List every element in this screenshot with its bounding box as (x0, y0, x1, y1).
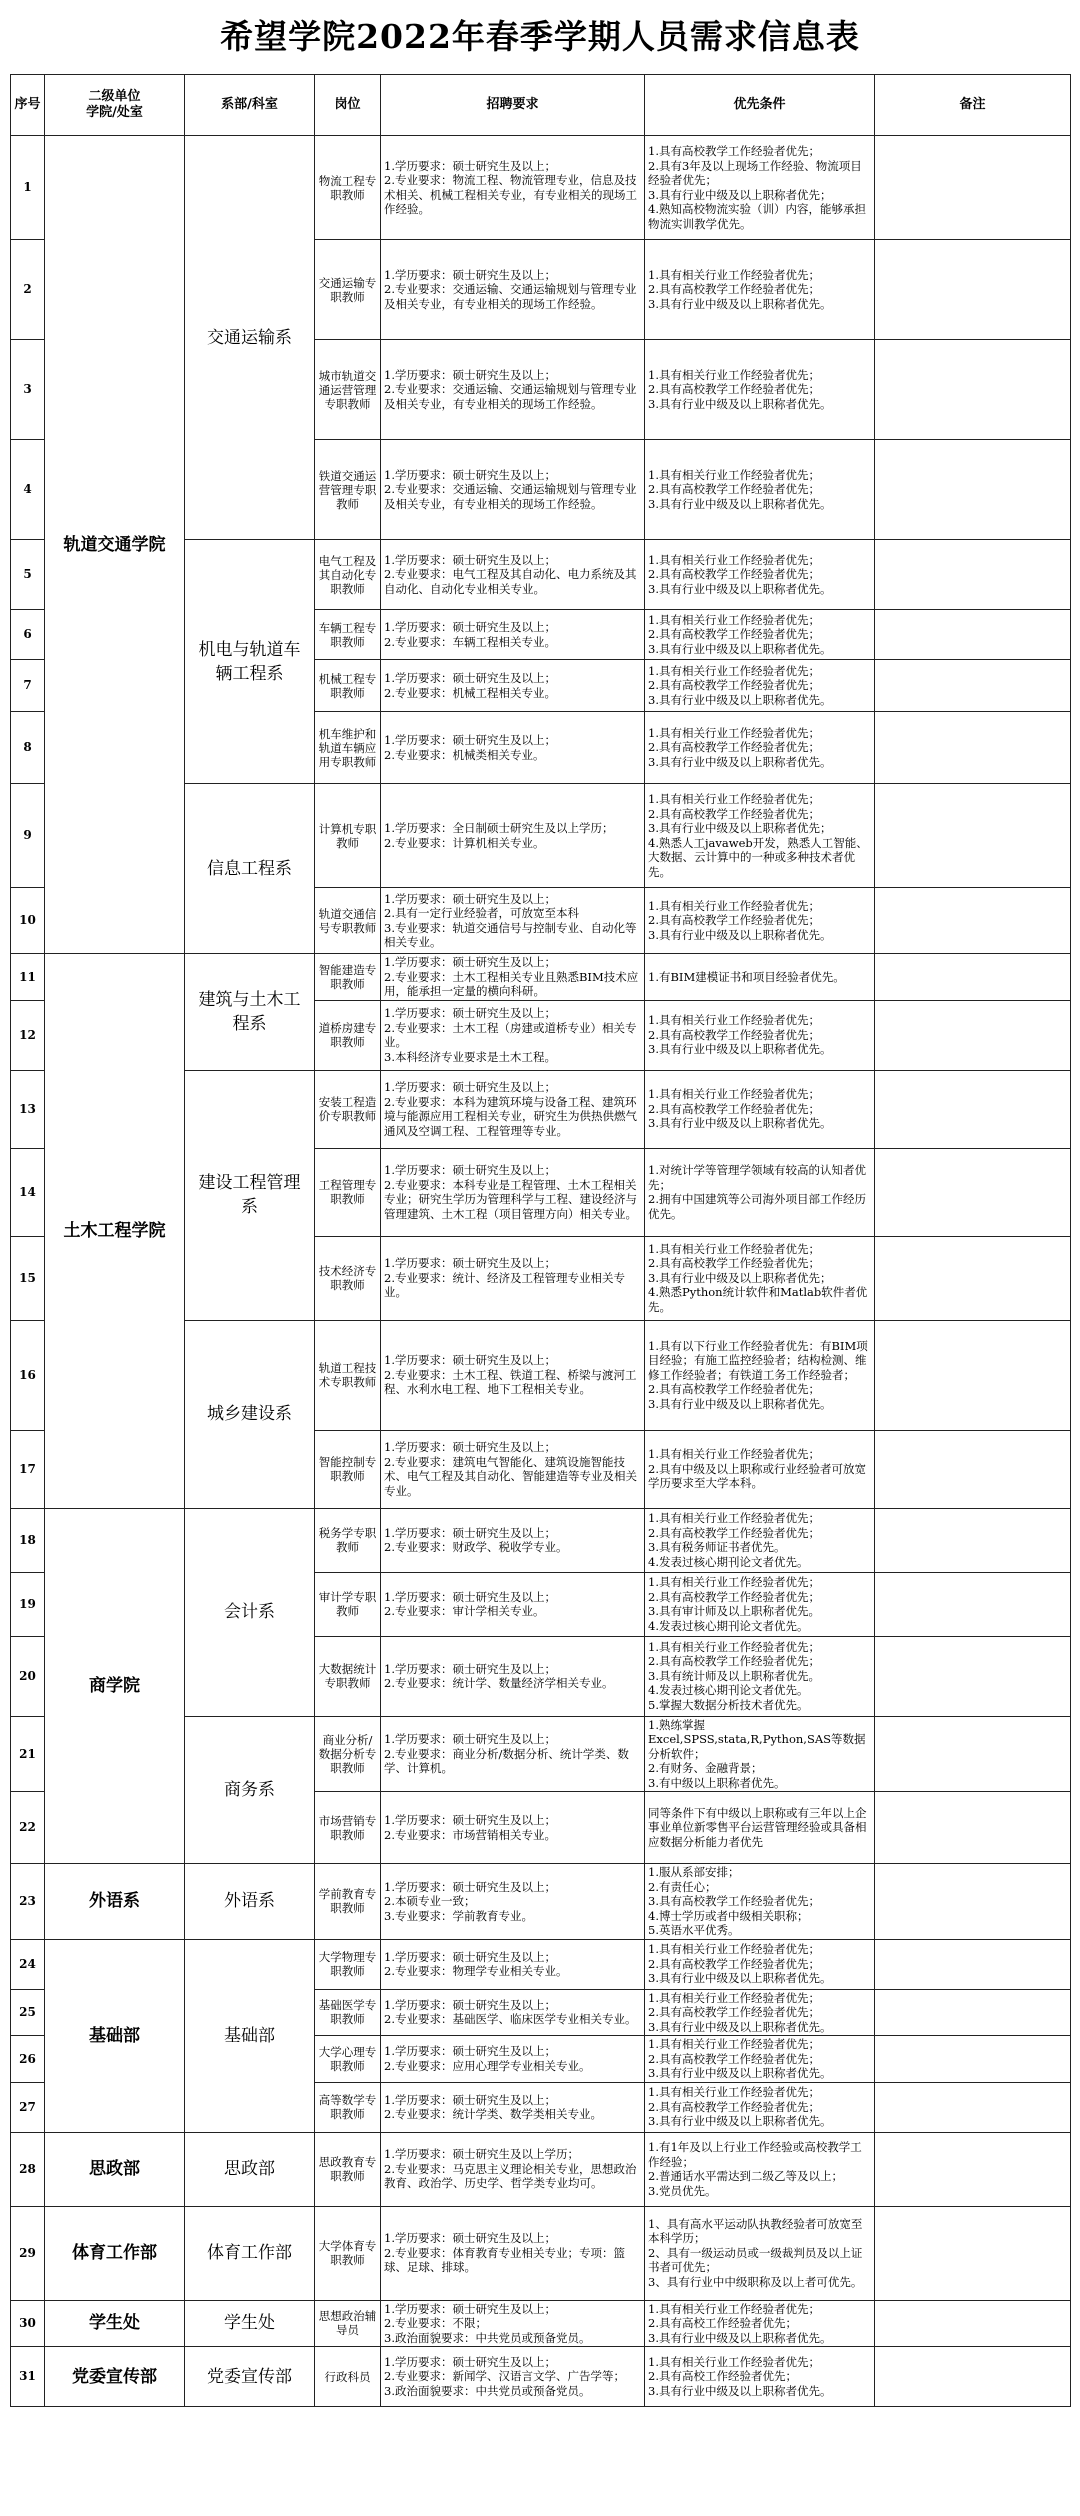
notes-cell (875, 2082, 1071, 2132)
notes-cell (875, 1070, 1071, 1148)
row-number: 7 (11, 660, 45, 712)
table-row (11, 2300, 1071, 2347)
unit-name: 学生处 (45, 2300, 185, 2347)
post-name: 税务学专职教师 (315, 1508, 381, 1572)
requirements-cell: 1.学历要求：硕士研究生及以上； 2.专业要求：统计、经济及工程管理专业相关专业。 (381, 1236, 645, 1320)
post-name: 城市轨道交通运营管理专职教师 (315, 340, 381, 440)
table-row (11, 1939, 1071, 1989)
post-name: 工程管理专职教师 (315, 1148, 381, 1236)
row-number: 16 (11, 1320, 45, 1430)
dept-name: 交通运输系 (185, 136, 315, 540)
unit-name: 商学院 (45, 1508, 185, 1864)
row-number: 20 (11, 1636, 45, 1716)
post-name: 轨道工程技术专职教师 (315, 1320, 381, 1430)
table-row (11, 2132, 1071, 2206)
row-number: 26 (11, 2036, 45, 2083)
requirements-cell: 1.学历要求：硕士研究生及以上； 2.专业要求：建筑电气智能化、建筑设施智能技术、电气工程及其自动化、智能建造等专业及相关专业。 (381, 1430, 645, 1508)
dept-name: 建设工程管理系 (185, 1070, 315, 1320)
notes-cell (875, 2300, 1071, 2347)
dept-name: 外语系 (185, 1864, 315, 1940)
notes-cell (875, 240, 1071, 340)
notes-cell (875, 2036, 1071, 2083)
row-number: 14 (11, 1148, 45, 1236)
post-name: 机车维护和轨道车辆应用专职教师 (315, 712, 381, 784)
header-no: 序号 (11, 75, 45, 136)
requirements-cell: 1.学历要求：硕士研究生及以上； 2.专业要求：商业分析/数据分析、统计学类、数学、计算机。 (381, 1716, 645, 1792)
row-number: 22 (11, 1792, 45, 1864)
preferences-cell: 1.具有以下行业工作经验者优先：有BIM项目经验；有施工监控经验者；结构检测、维修工作经验者；有铁道工务工作经验者； 2.具有高校教学工作经验者优先； 3.具有行业中级及以上职称者优先。 (645, 1320, 875, 1430)
notes-cell (875, 2132, 1071, 2206)
unit-name: 党委宣传部 (45, 2347, 185, 2407)
preferences-cell: 1.具有相关行业工作经验者优先； 2.具有高校教学工作经验者优先； 3.具有行业中级及以上职称者优先。 (645, 1000, 875, 1070)
dept-name: 信息工程系 (185, 784, 315, 954)
requirements-cell: 1.学历要求：硕士研究生及以上； 2.专业要求：市场营销相关专业。 (381, 1792, 645, 1864)
header-notes: 备注 (875, 75, 1071, 136)
row-number: 17 (11, 1430, 45, 1508)
post-name: 交通运输专职教师 (315, 240, 381, 340)
post-name: 思想政治辅导员 (315, 2300, 381, 2347)
requirements-cell: 1.学历要求：硕士研究生及以上； 2.专业要求：应用心理学专业相关专业。 (381, 2036, 645, 2083)
requirements-cell: 1.学历要求：硕士研究生及以上； 2.专业要求：基础医学、临床医学专业相关专业。 (381, 1989, 645, 2036)
post-name: 市场营销专职教师 (315, 1792, 381, 1864)
preferences-cell: 1.具有相关行业工作经验者优先； 2.具有高校教学工作经验者优先； 3.具有行业中级及以上职称者优先。 (645, 2082, 875, 2132)
requirements-cell: 1.学历要求：硕士研究生及以上； 2.专业要求：本科专业是工程管理、土木工程相关专业；研究生学历为管理科学与工程、建设经济与管理建筑、土木工程（项目管理方向）相关专业。 (381, 1148, 645, 1236)
requirements-cell: 1.学历要求：硕士研究生及以上； 2.专业要求：不限； 3.政治面貌要求：中共党员或预备党员。 (381, 2300, 645, 2347)
preferences-cell: 1.具有相关行业工作经验者优先； 2.具有高校教学工作经验者优先； 3.具有行业中级及以上职称者优先； 4.熟悉人工javaweb开发，熟悉人工智能、大数据、云计算中的一种或多种技术者优先。 (645, 784, 875, 888)
notes-cell (875, 1939, 1071, 1989)
notes-cell (875, 2347, 1071, 2407)
post-name: 机械工程专职教师 (315, 660, 381, 712)
header-post: 岗位 (315, 75, 381, 136)
notes-cell (875, 660, 1071, 712)
page-title: 希望学院2022年春季学期人员需求信息表 (220, 17, 860, 56)
header-preferences: 优先条件 (645, 75, 875, 136)
preferences-cell: 1.对统计学等管理学领域有较高的认知者优先； 2.拥有中国建筑等公司海外项目部工作经历优先。 (645, 1148, 875, 1236)
post-name: 智能控制专职教师 (315, 1430, 381, 1508)
unit-name: 土木工程学院 (45, 954, 185, 1509)
requirements-cell: 1.学历要求：硕士研究生及以上； 2.专业要求：新闻学、汉语言文学、广告学等； 3.政治面貌要求：中共党员或预备党员。 (381, 2347, 645, 2407)
preferences-cell: 1.熟练掌握Excel,SPSS,stata,R,Python,SAS等数据分析软件； 2.有财务、金融背景； 3.有中级以上职称者优先。 (645, 1716, 875, 1792)
table-row (11, 1508, 1071, 1572)
header-row (11, 75, 1071, 136)
row-number: 8 (11, 712, 45, 784)
notes-cell (875, 1572, 1071, 1636)
notes-cell (875, 1864, 1071, 1940)
table-row (11, 2347, 1071, 2407)
notes-cell (875, 1148, 1071, 1236)
preferences-cell: 1.具有相关行业工作经验者优先； 2.具有高校教学工作经验者优先； 3.具有税务师证书者优先。 4.发表过核心期刊论文者优先。 (645, 1508, 875, 1572)
preferences-cell: 1.具有相关行业工作经验者优先； 2.具有高校工作经验者优先； 3.具有行业中级及以上职称者优先。 (645, 2300, 875, 2347)
preferences-cell: 1.具有相关行业工作经验者优先； 2.具有高校教学工作经验者优先； 3.具有审计师及以上职称者优先。 4.发表过核心期刊论文者优先。 (645, 1572, 875, 1636)
requirements-cell: 1.学历要求：硕士研究生及以上； 2.专业要求：体育教育专业相关专业；专项：篮球、足球、排球。 (381, 2206, 645, 2300)
requirements-cell: 1.学历要求：硕士研究生及以上； 2.专业要求：物流工程、物流管理专业，信息及技术相关、机械工程相关专业，有专业相关的现场工作经验。 (381, 136, 645, 240)
dept-name: 思政部 (185, 2132, 315, 2206)
preferences-cell: 1.具有相关行业工作经验者优先； 2.具有高校教学工作经验者优先； 3.具有行业中级及以上职称者优先。 (645, 712, 875, 784)
row-number: 1 (11, 136, 45, 240)
notes-cell (875, 2206, 1071, 2300)
preferences-cell: 1.具有相关行业工作经验者优先； 2.具有高校教学工作经验者优先； 3.具有行业中级及以上职称者优先； 4.熟悉Python统计软件和Matlab软件者优先。 (645, 1236, 875, 1320)
requirements-cell: 1.学历要求：硕士研究生及以上； 2.专业要求：交通运输、交通运输规划与管理专业及相关专业，有专业相关的现场工作经验。 (381, 240, 645, 340)
preferences-cell: 1.具有相关行业工作经验者优先； 2.具有高校教学工作经验者优先； 3.具有行业中级及以上职称者优先。 (645, 2036, 875, 2083)
preferences-cell: 1.具有相关行业工作经验者优先； 2.具有高校教学工作经验者优先； 3.具有统计师及以上职称者优先。 4.发表过核心期刊论文者优先。 5.掌握大数据分析技术者优先。 (645, 1636, 875, 1716)
notes-cell (875, 784, 1071, 888)
preferences-cell: 1.具有相关行业工作经验者优先； 2.具有高校教学工作经验者优先； 3.具有行业中级及以上职称者优先。 (645, 1989, 875, 2036)
notes-cell (875, 440, 1071, 540)
row-number: 6 (11, 610, 45, 660)
notes-cell (875, 1236, 1071, 1320)
requirements-cell: 1.学历要求：硕士研究生及以上； 2.专业要求：电气工程及其自动化、电力系统及其自动化、自动化专业相关专业。 (381, 540, 645, 610)
header-requirements: 招聘要求 (381, 75, 645, 136)
post-name: 轨道交通信号专职教师 (315, 888, 381, 954)
row-number: 19 (11, 1572, 45, 1636)
post-name: 学前教育专职教师 (315, 1864, 381, 1940)
notes-cell (875, 954, 1071, 1001)
row-number: 28 (11, 2132, 45, 2206)
preferences-cell: 1.具有相关行业工作经验者优先； 2.具有高校教学工作经验者优先； 3.具有行业中级及以上职称者优先。 (645, 440, 875, 540)
preferences-cell: 1.具有相关行业工作经验者优先； 2.具有高校工作经验者优先； 3.具有行业中级及以上职称者优先。 (645, 2347, 875, 2407)
post-name: 安装工程造价专职教师 (315, 1070, 381, 1148)
row-number: 23 (11, 1864, 45, 1940)
post-name: 大数据统计专职教师 (315, 1636, 381, 1716)
requirements-cell: 1.学历要求：硕士研究生及以上； 2.本硕专业一致； 3.专业要求：学前教育专业。 (381, 1864, 645, 1940)
post-name: 高等数学专职教师 (315, 2082, 381, 2132)
row-number: 5 (11, 540, 45, 610)
unit-name: 外语系 (45, 1864, 185, 1940)
requirements-cell: 1.学历要求：全日制硕士研究生及以上学历； 2.专业要求：计算机相关专业。 (381, 784, 645, 888)
header-dept: 系部/科室 (185, 75, 315, 136)
post-name: 车辆工程专职教师 (315, 610, 381, 660)
row-number: 29 (11, 2206, 45, 2300)
unit-name: 思政部 (45, 2132, 185, 2206)
recruitment-table (10, 74, 1071, 2407)
notes-cell (875, 712, 1071, 784)
notes-cell (875, 1430, 1071, 1508)
notes-cell (875, 540, 1071, 610)
requirements-cell: 1.学历要求：硕士研究生及以上； 2.专业要求：机械类相关专业。 (381, 712, 645, 784)
requirements-cell: 1.学历要求：硕士研究生及以上； 2.专业要求：土木工程相关专业且熟悉BIM技术应用，能承担一定量的横向科研。 (381, 954, 645, 1001)
requirements-cell: 1.学历要求：硕士研究生及以上； 2.具有一定行业经验者，可放宽至本科 3.专业要求：轨道交通信号与控制专业、自动化等相关专业。 (381, 888, 645, 954)
notes-cell (875, 888, 1071, 954)
requirements-cell: 1.学历要求：硕士研究生及以上； 2.专业要求：土木工程、铁道工程、桥梁与渡河工程、水利水电工程、地下工程相关专业。 (381, 1320, 645, 1430)
row-number: 13 (11, 1070, 45, 1148)
preferences-cell: 1.具有相关行业工作经验者优先； 2.具有高校教学工作经验者优先； 3.具有行业中级及以上职称者优先。 (645, 888, 875, 954)
requirements-cell: 1.学历要求：硕士研究生及以上； 2.专业要求：物理学专业相关专业。 (381, 1939, 645, 1989)
unit-name: 轨道交通学院 (45, 136, 185, 954)
preferences-cell: 1.具有相关行业工作经验者优先； 2.具有高校教学工作经验者优先； 3.具有行业中级及以上职称者优先。 (645, 610, 875, 660)
requirements-cell: 1.学历要求：硕士研究生及以上； 2.专业要求：统计学类、数学类相关专业。 (381, 2082, 645, 2132)
dept-name: 商务系 (185, 1716, 315, 1864)
notes-cell (875, 1792, 1071, 1864)
requirements-cell: 1.学历要求：硕士研究生及以上； 2.专业要求：审计学相关专业。 (381, 1572, 645, 1636)
row-number: 10 (11, 888, 45, 954)
notes-cell (875, 136, 1071, 240)
row-number: 27 (11, 2082, 45, 2132)
preferences-cell: 1.有BIM建模证书和项目经验者优先。 (645, 954, 875, 1001)
table-row (11, 2206, 1071, 2300)
requirements-cell: 1.学历要求：硕士研究生及以上； 2.专业要求：机械工程相关专业。 (381, 660, 645, 712)
row-number: 9 (11, 784, 45, 888)
preferences-cell: 1.具有相关行业工作经验者优先； 2.具有高校教学工作经验者优先； 3.具有行业中级及以上职称者优先。 (645, 540, 875, 610)
row-number: 25 (11, 1989, 45, 2036)
row-number: 24 (11, 1939, 45, 1989)
post-name: 铁道交通运营管理专职教师 (315, 440, 381, 540)
notes-cell (875, 1989, 1071, 2036)
dept-name: 党委宣传部 (185, 2347, 315, 2407)
preferences-cell: 1.服从系部安排； 2.有责任心； 3.具有高校教学工作经验者优先； 4.博士学历或者中级相关职称； 5.英语水平优秀。 (645, 1864, 875, 1940)
dept-name: 基础部 (185, 1939, 315, 2132)
row-number: 12 (11, 1000, 45, 1070)
dept-name: 机电与轨道车辆工程系 (185, 540, 315, 784)
dept-name: 学生处 (185, 2300, 315, 2347)
post-name: 计算机专职教师 (315, 784, 381, 888)
dept-name: 体育工作部 (185, 2206, 315, 2300)
post-name: 审计学专职教师 (315, 1572, 381, 1636)
requirements-cell: 1.学历要求：硕士研究生及以上学历； 2.专业要求：马克思主义理论相关专业，思想政治教育、政治学、历史学、哲学类专业均可。 (381, 2132, 645, 2206)
preferences-cell: 1、具有高水平运动队执教经验者可放宽至本科学历； 2、具有一级运动员或一级裁判员及以上证书者可优先； 3、具有行业中中级职称及以上者可优先。 (645, 2206, 875, 2300)
notes-cell (875, 1000, 1071, 1070)
requirements-cell: 1.学历要求：硕士研究生及以上； 2.专业要求：交通运输、交通运输规划与管理专业及相关专业，有专业相关的现场工作经验。 (381, 440, 645, 540)
preferences-cell: 1.有1年及以上行业工作经验或高校教学工作经验； 2.普通话水平需达到二级乙等及以上； 3.党员优先。 (645, 2132, 875, 2206)
notes-cell (875, 1320, 1071, 1430)
table-row (11, 954, 1071, 1001)
requirements-cell: 1.学历要求：硕士研究生及以上； 2.专业要求：交通运输、交通运输规划与管理专业及相关专业，有专业相关的现场工作经验。 (381, 340, 645, 440)
preferences-cell: 1.具有相关行业工作经验者优先； 2.具有中级及以上职称或行业经验者可放宽学历要求至大学本科。 (645, 1430, 875, 1508)
post-name: 智能建造专职教师 (315, 954, 381, 1001)
requirements-cell: 1.学历要求：硕士研究生及以上； 2.专业要求：财政学、税收学专业。 (381, 1508, 645, 1572)
dept-name: 建筑与土木工程系 (185, 954, 315, 1071)
unit-name: 基础部 (45, 1939, 185, 2132)
post-name: 大学物理专职教师 (315, 1939, 381, 1989)
dept-name: 城乡建设系 (185, 1320, 315, 1508)
notes-cell (875, 610, 1071, 660)
post-name: 商业分析/数据分析专职教师 (315, 1716, 381, 1792)
post-name: 道桥房建专职教师 (315, 1000, 381, 1070)
row-number: 15 (11, 1236, 45, 1320)
row-number: 18 (11, 1508, 45, 1572)
preferences-cell: 1.具有相关行业工作经验者优先； 2.具有高校教学工作经验者优先； 3.具有行业中级及以上职称者优先。 (645, 660, 875, 712)
post-name: 技术经济专职教师 (315, 1236, 381, 1320)
post-name: 基础医学专职教师 (315, 1989, 381, 2036)
row-number: 30 (11, 2300, 45, 2347)
post-name: 行政科员 (315, 2347, 381, 2407)
requirements-cell: 1.学历要求：硕士研究生及以上； 2.专业要求：土木工程（房建或道桥专业）相关专业。 3.本科经济专业要求是土木工程。 (381, 1000, 645, 1070)
post-name: 大学体育专职教师 (315, 2206, 381, 2300)
preferences-cell: 1.具有相关行业工作经验者优先； 2.具有高校教学工作经验者优先； 3.具有行业中级及以上职称者优先。 (645, 340, 875, 440)
preferences-cell: 1.具有相关行业工作经验者优先； 2.具有高校教学工作经验者优先； 3.具有行业中级及以上职称者优先。 (645, 240, 875, 340)
table-row (11, 136, 1071, 240)
preferences-cell: 1.具有高校教学工作经验者优先； 2.具有3年及以上现场工作经验、物流项目经验者优先； 3.具有行业中级及以上职称者优先； 4.熟知高校物流实验（训）内容，能够承担物流实训教学优先。 (645, 136, 875, 240)
notes-cell (875, 1636, 1071, 1716)
row-number: 31 (11, 2347, 45, 2407)
table-row (11, 1864, 1071, 1940)
row-number: 21 (11, 1716, 45, 1792)
requirements-cell: 1.学历要求：硕士研究生及以上； 2.专业要求：车辆工程相关专业。 (381, 610, 645, 660)
preferences-cell: 同等条件下有中级以上职称或有三年以上企事业单位新零售平台运营管理经验或具备相应数据分析能力者优先 (645, 1792, 875, 1864)
notes-cell (875, 340, 1071, 440)
notes-cell (875, 1508, 1071, 1572)
preferences-cell: 1.具有相关行业工作经验者优先； 2.具有高校教学工作经验者优先； 3.具有行业中级及以上职称者优先。 (645, 1070, 875, 1148)
row-number: 4 (11, 440, 45, 540)
requirements-cell: 1.学历要求：硕士研究生及以上； 2.专业要求：本科为建筑环境与设备工程、建筑环境与能源应用工程相关专业，研究生为供热供燃气通风及空调工程、工程管理等专业。 (381, 1070, 645, 1148)
post-name: 物流工程专职教师 (315, 136, 381, 240)
dept-name: 会计系 (185, 1508, 315, 1716)
post-name: 思政教育专职教师 (315, 2132, 381, 2206)
post-name: 大学心理专职教师 (315, 2036, 381, 2083)
preferences-cell: 1.具有相关行业工作经验者优先； 2.具有高校教学工作经验者优先； 3.具有行业中级及以上职称者优先。 (645, 1939, 875, 1989)
header-unit: 二级单位 学院/处室 (45, 75, 185, 136)
table-body (11, 136, 1071, 2407)
requirements-cell: 1.学历要求：硕士研究生及以上； 2.专业要求：统计学、数量经济学相关专业。 (381, 1636, 645, 1716)
row-number: 11 (11, 954, 45, 1001)
row-number: 3 (11, 340, 45, 440)
unit-name: 体育工作部 (45, 2206, 185, 2300)
notes-cell (875, 1716, 1071, 1792)
post-name: 电气工程及其自动化专职教师 (315, 540, 381, 610)
row-number: 2 (11, 240, 45, 340)
